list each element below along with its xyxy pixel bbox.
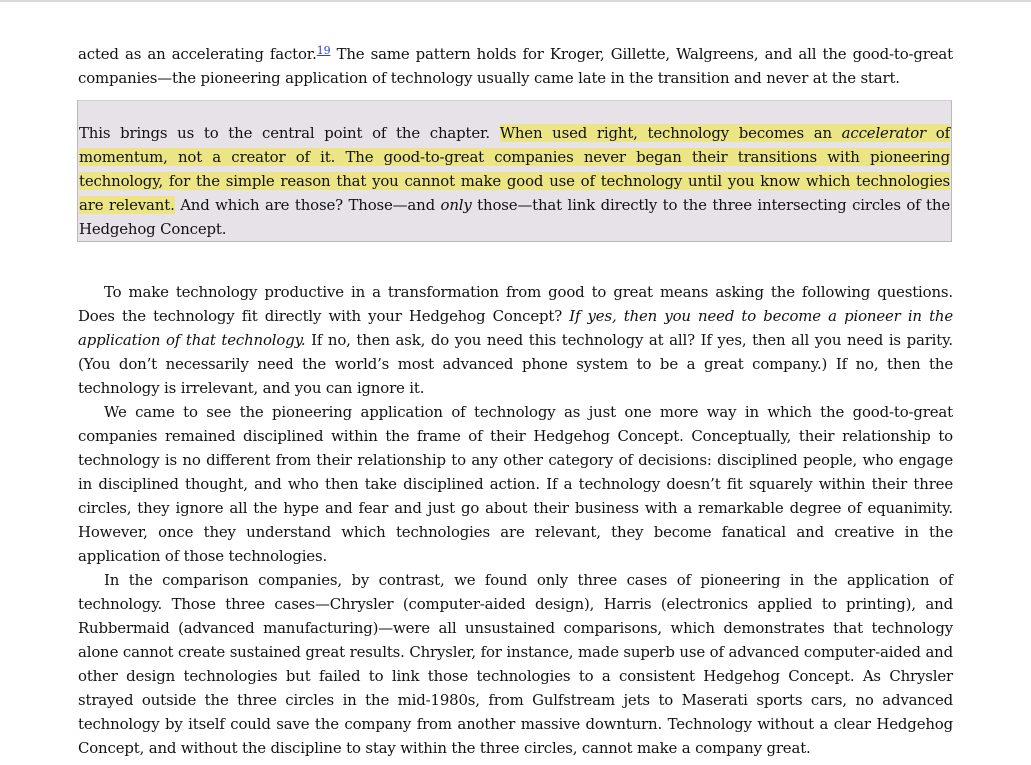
highlight-span[interactable]: When used right, technology becomes an accelerator of momentum, not a creator of it. The good-to-great companies never began their transitions with pioneering technology, for the simple reason that you cannot make good use of technology until you know which technologies are relevant. xyxy=(79,124,950,214)
paragraph-1: acted as an accelerating factor.$^{19}$ The same pattern holds for Kroger, Gillette, Walgreens, and all the good-to-great companies—the pioneering application of technology usually came late in the transition and never at the start. xyxy=(78,44,953,87)
quote-paragraph: This brings us to the central point of the chapter. When used right, technology becomes an accelerator of momentum, not a creator of it. The good-to-great companies never began their transitions with pioneering technology, for the simple reason that you cannot make good use of technology until you know which technologies are relevant. And which are those? Those—and only those—that link directly to the three intersecting circles of the Hedgehog Concept. xyxy=(79,124,950,238)
footnote-link[interactable]: 19 xyxy=(316,44,331,57)
paragraph-4: In the comparison companies, by contrast, we found only three cases of pioneering in the application of technology. Those three cases—Chrysler (computer-aided design), Harris (electronics applied to printing), and Rubbermaid (advanced manufacturing)—were all unsustained comparisons, which demonstrates that technology alone cannot create sustained great results. Chrysler, for instance, made superb use of advanced computer-aided and other design technologies but failed to link those technologies to a consistent Hedgehog Concept. As Chrysler strayed outside the three circles in the mid-1980s, from Gulfstream jets to Maserati sports cars, no advanced technology by itself could save the company from another massive downturn. Technology without a clear Hedgehog Concept, and without the discipline to stay within the three circles, cannot make a company great. xyxy=(78,571,953,757)
paragraph-2: To make technology productive in a transformation from good to great means asking the following questions. Does the technology fit directly with your Hedgehog Concept? If yes, then you need to become a pioneer in the application of that technology. If no, then ask, do you need this technology at all? If yes, then all you need is parity. (You don’t necessarily need the world’s most advanced phone system to be a great company.) If no, then the technology is irrelevant, and you can ignore it. xyxy=(78,283,954,397)
section-spacer xyxy=(78,242,953,280)
highlighted-quote-block xyxy=(77,100,952,242)
book-page xyxy=(78,42,953,760)
paragraph-3: We came to see the pioneering application of technology as just one more way in which the good-to-great companies remained disciplined within the frame of their Hedgehog Concept. Conceptually, their relationship to technology is no different from their relationship to any other category of decisions: disciplined people, who engage in disciplined thought, and who then take disciplined action. If a technology doesn’t fit squarely within their three circles, they ignore all the hype and fear and just go about their business with a remarkable degree of equanimity. However, once they understand which technologies are relevant, they become fanatical and creative in the application of those technologies. xyxy=(78,403,953,565)
top-divider xyxy=(0,0,1031,2)
quote-plain-start: This brings us to the central point of the chapter. xyxy=(79,124,500,142)
